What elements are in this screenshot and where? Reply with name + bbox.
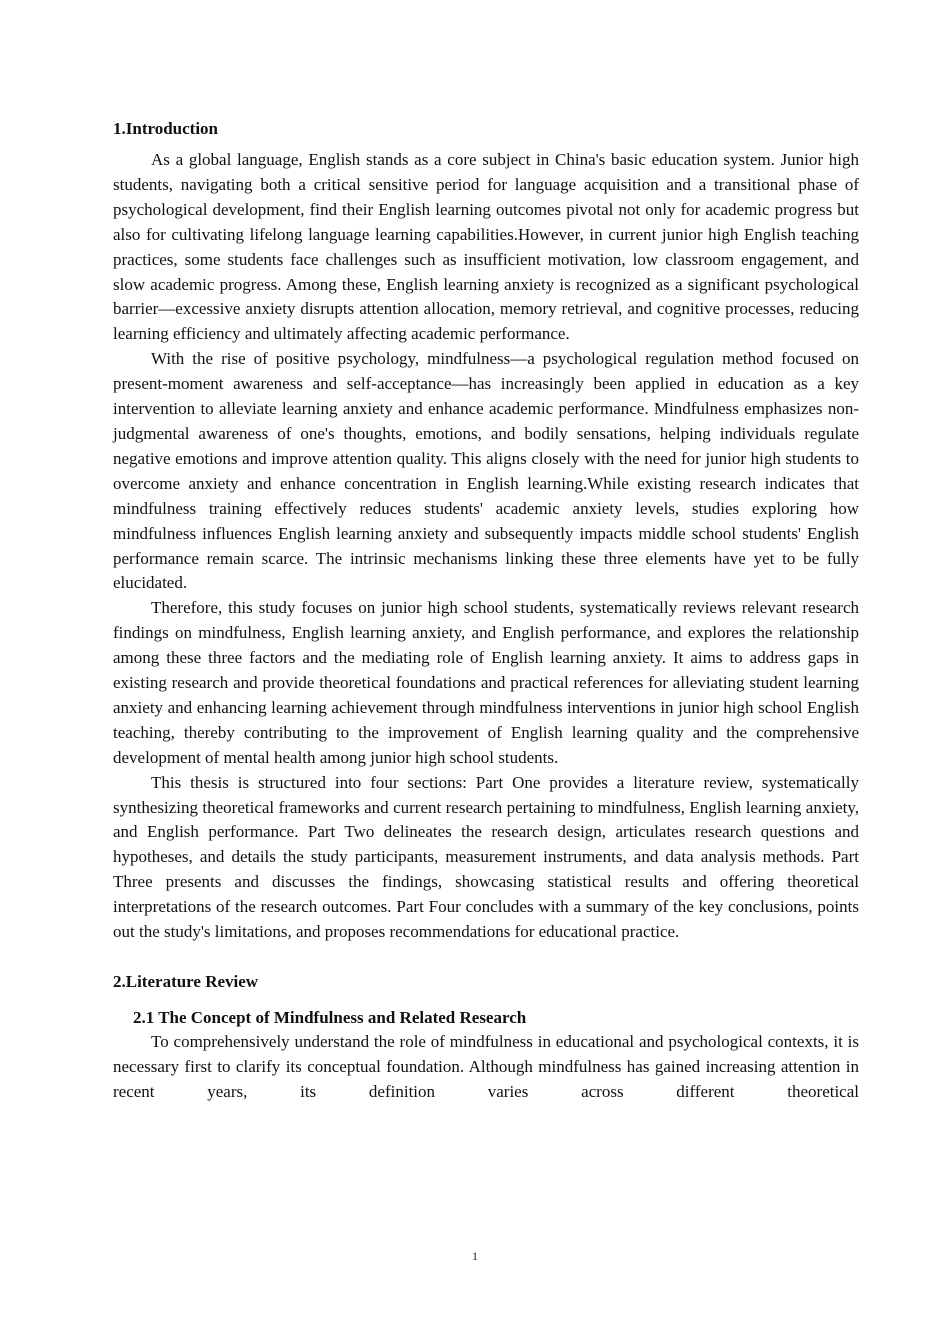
- page-number: 1: [472, 1249, 478, 1263]
- section-heading-literature-review: 2.Literature Review: [113, 972, 259, 991]
- introduction-paragraph-4: This thesis is structured into four sections: Part One provides a literature review, systematically synthesizing theoretical frameworks and current research pertaining to mindfulness, English learning anxiety, and English performance. Part Two delineates the research design, articulates research questions and hypotheses, and details the study participants, measurement instruments, and data analysis methods. Part Three presents and discusses the findings, showcasing statistical results and offering theoretical interpretations of the research outcomes. Part Four concludes with a summary of the key conclusions, points out the study's limitations, and proposes recommendations for educational practice.: [113, 772, 859, 942]
- introduction-paragraph-2: With the rise of positive psychology, mindfulness—a psychological regulation method focused on present-moment awareness and self-acceptance—has increasingly been applied in education as a key intervention to alleviate learning anxiety and enhance academic performance. Mindfulness emphasizes non-judgmental awareness of one's thoughts, emotions, and bodily sensations, helping individuals regulate negative emotions and improve attention quality. This aligns closely with the need for junior high students to overcome anxiety and enhance concentration in English learning.While existing research indicates that mindfulness training effectively reduces students' academic anxiety levels, studies exploring how mindfulness influences English learning anxiety and subsequently impacts middle school students' English performance remain scarce. The intrinsic mechanisms linking these three elements have yet to be fully elucidated.: [113, 349, 859, 593]
- section-heading-introduction: 1.Introduction: [113, 119, 219, 138]
- document-body: [113, 116, 859, 1105]
- introduction-paragraph-1: As a global language, English stands as a core subject in China's basic education system. Junior high students, navigating both a critical sensitive period for language acquisition and a transitional phase of psychological development, find their English learning outcomes pivotal not only for academic progress but also for cultivating lifelong language learning capabilities.However, in current junior high English teaching practices, some students face challenges such as insufficient motivation, low classroom engagement, and slow academic progress. Among these, English learning anxiety is recognized as a significant psychological barrier—excessive anxiety disrupts attention allocation, memory retrieval, and cognitive processes, reducing learning efficiency and ultimately affecting academic performance.: [113, 150, 859, 344]
- introduction-paragraph-3: Therefore, this study focuses on junior high school students, systematically reviews relevant research findings on mindfulness, English learning anxiety, and English performance, and explores the relationship among these three factors and the mediating role of English learning anxiety. It aims to address gaps in existing research and provide theoretical foundations and practical references for alleviating student learning anxiety and enhancing learning achievement through mindfulness interventions in junior high school English teaching, thereby contributing to the improvement of English learning quality and the comprehensive development of mental health among junior high school students.: [113, 598, 859, 767]
- subsection-heading-mindfulness: 2.1 The Concept of Mindfulness and Related Research: [133, 1008, 527, 1027]
- literature-review-paragraph-1: To comprehensively understand the role of mindfulness in educational and psychological contexts, it is necessary first to clarify its conceptual foundation. Although mindfulness has gained increasing attention in recent years, its definition varies across different theoretical: [113, 1032, 859, 1101]
